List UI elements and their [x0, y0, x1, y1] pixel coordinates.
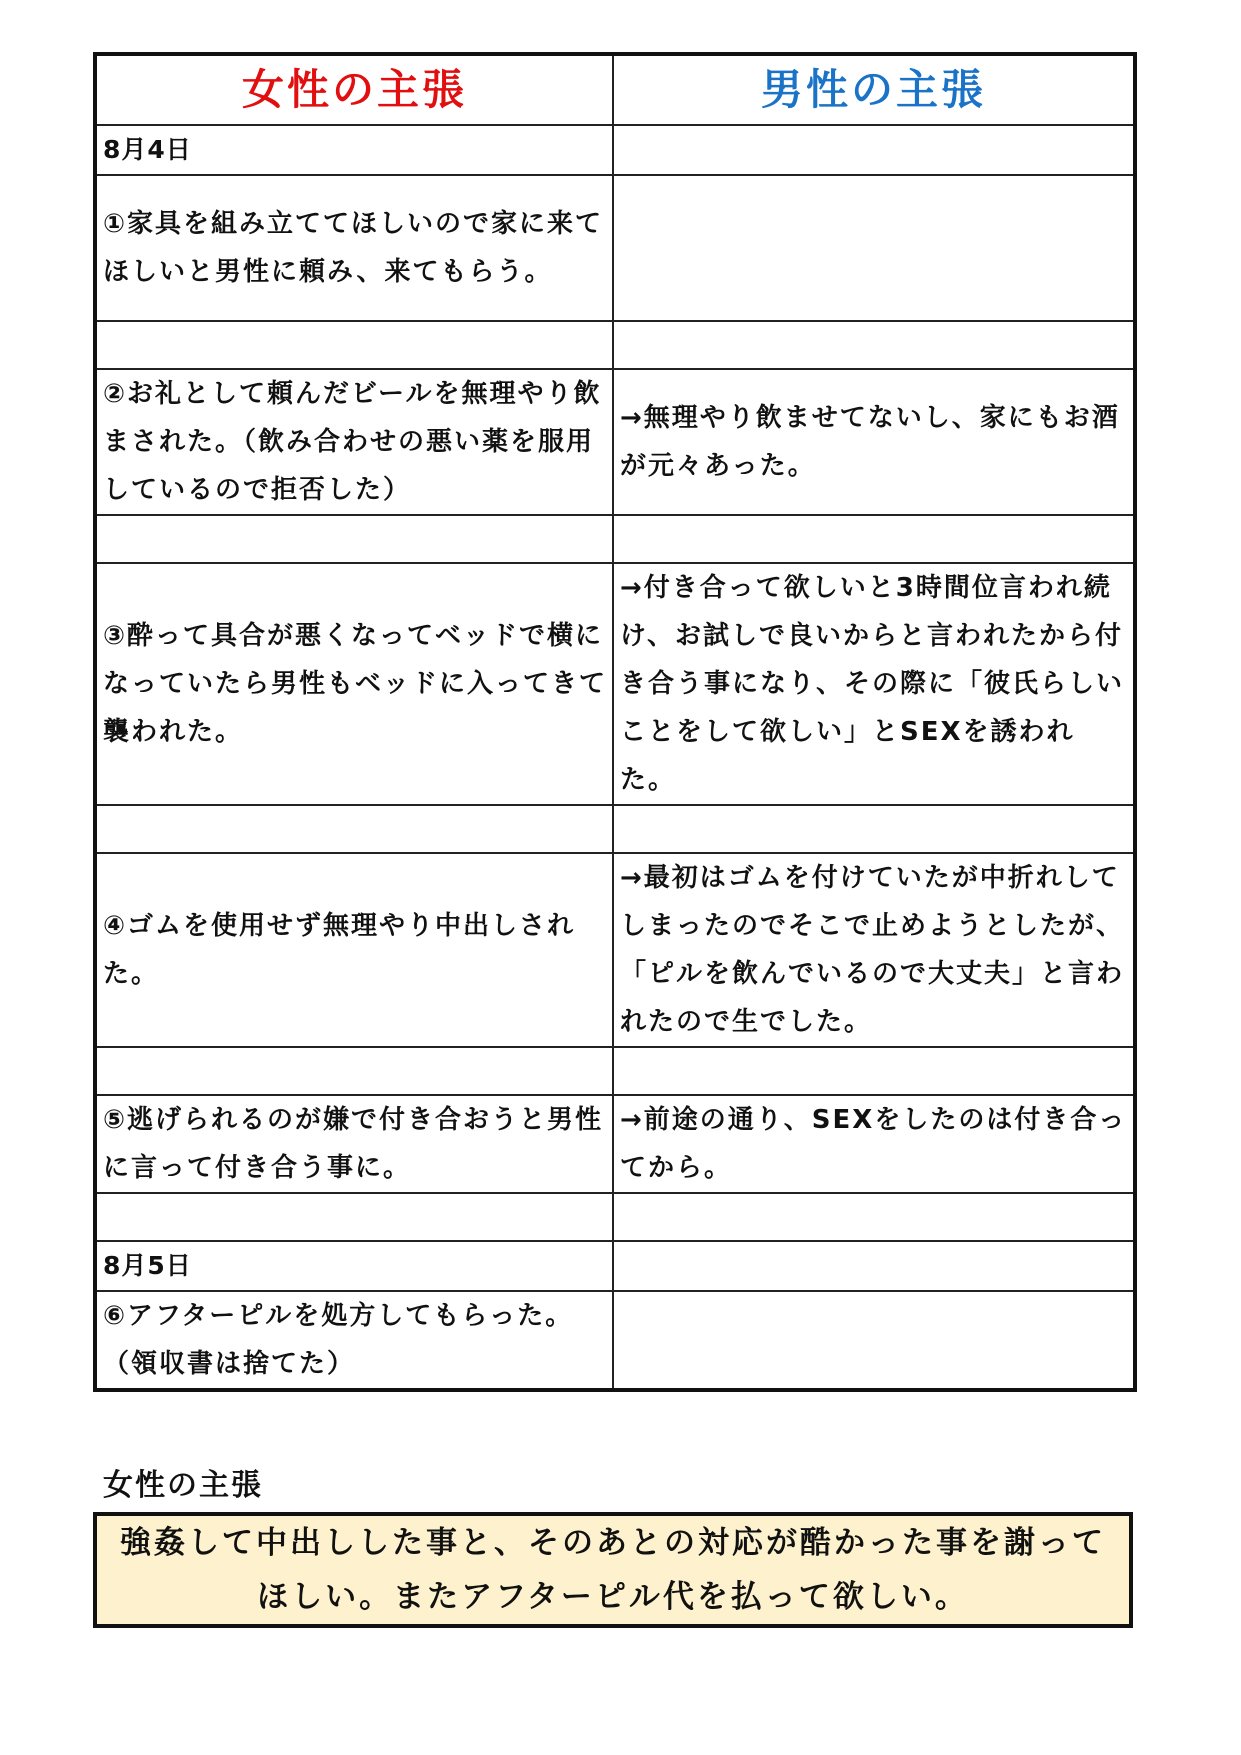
table-row [95, 853, 1135, 1047]
female-claim-cell [95, 805, 613, 853]
table-header-row [95, 54, 1135, 125]
date-cell: 8月5日 [95, 1241, 613, 1291]
claims-table [93, 52, 1137, 1392]
female-claim-cell: ②お礼として頼んだビールを無理やり飲まされた。（飲み合わせの悪い薬を服用しているので拒否した） [95, 369, 613, 515]
male-claim-cell: →前途の通り、SEXをしたのは付き合ってから。 [613, 1095, 1135, 1193]
male-claim-cell [613, 1193, 1135, 1241]
female-claim-cell: ⑤逃げられるのが嫌で付き合おうと男性に言って付き合う事に。 [95, 1095, 613, 1193]
table-row [95, 125, 1135, 175]
female-claim-header: 女性の主張 [95, 54, 613, 125]
female-claim-cell: ⑥アフターピルを処方してもらった。（領収書は捨てた） [95, 1291, 613, 1390]
male-claim-cell [613, 175, 1135, 321]
male-claim-cell [613, 1241, 1135, 1291]
male-claim-cell: →最初はゴムを付けていたが中折れしてしまったのでそこで止めようとしたが、「ピルを飲んでいるので大丈夫」と言われたので生でした。 [613, 853, 1135, 1047]
table-row [95, 563, 1135, 805]
male-claim-cell [613, 125, 1135, 175]
female-claim-cell [95, 1193, 613, 1241]
male-claim-cell [613, 1291, 1135, 1390]
female-claim-cell: ①家具を組み立ててほしいので家に来てほしいと男性に頼み、来てもらう。 [95, 175, 613, 321]
female-claim-cell [95, 1047, 613, 1095]
table-row [95, 1193, 1135, 1241]
female-claim-cell: ③酔って具合が悪くなってベッドで横になっていたら男性もベッドに入ってきて襲われた。 [95, 563, 613, 805]
summary-label: 女性の主張 [103, 1468, 263, 1503]
summary-text: 強姦して中出しした事と、そのあとの対応が酷かった事を謝ってほしい。またアフターピル代を払って欲しい。 [120, 1525, 1106, 1615]
table-row [95, 1291, 1135, 1390]
table-row [95, 1047, 1135, 1095]
female-claim-cell: ④ゴムを使用せず無理やり中出しされた。 [95, 853, 613, 1047]
male-claim-cell [613, 321, 1135, 369]
table-row [95, 369, 1135, 515]
table-row [95, 175, 1135, 321]
table-row [95, 805, 1135, 853]
table-row [95, 1241, 1135, 1291]
date-cell: 8月4日 [95, 125, 613, 175]
table-row [95, 321, 1135, 369]
summary-box [93, 1512, 1133, 1628]
male-claim-cell [613, 515, 1135, 563]
female-claim-cell [95, 321, 613, 369]
male-claim-header: 男性の主張 [613, 54, 1135, 125]
table-row [95, 1095, 1135, 1193]
table-row [95, 515, 1135, 563]
male-claim-cell [613, 805, 1135, 853]
male-claim-cell: →無理やり飲ませてないし、家にもお酒が元々あった。 [613, 369, 1135, 515]
male-claim-cell: →付き合って欲しいと3時間位言われ続け、お試しで良いからと言われたから付き合う事になり、その際に「彼氏らしいことをして欲しい」とSEXを誘われた。 [613, 563, 1135, 805]
male-claim-cell [613, 1047, 1135, 1095]
female-claim-cell [95, 515, 613, 563]
